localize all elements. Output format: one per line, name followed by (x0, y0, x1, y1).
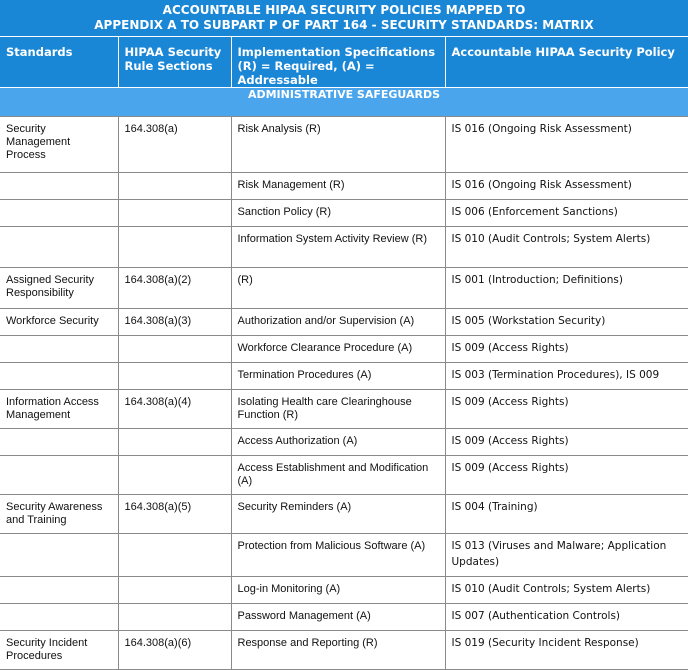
table-row (0, 173, 688, 200)
cell-policy: IS 016 (Ongoing Risk Assessment) (445, 117, 688, 173)
cell-spec: Access Establishment and Modification (A) (231, 456, 445, 495)
table-row (0, 631, 688, 670)
table-row (0, 390, 688, 429)
table-row (0, 117, 688, 173)
cell-standard (0, 227, 118, 268)
cell-standard (0, 534, 118, 577)
cell-standard (0, 336, 118, 363)
cell-policy: IS 009 (Access Rights) (445, 456, 688, 495)
cell-section: 164.308(a)(5) (118, 495, 231, 534)
cell-section (118, 577, 231, 604)
cell-standard (0, 456, 118, 495)
cell-standard (0, 577, 118, 604)
cell-policy: IS 003 (Termination Procedures), IS 009 (445, 363, 688, 390)
cell-spec: (R) (231, 268, 445, 309)
header-accountable-policy: Accountable HIPAA Security Policy (445, 37, 688, 88)
header-row (0, 37, 688, 88)
table-row (0, 534, 688, 577)
header-standards: Standards (0, 37, 118, 88)
table-row (0, 268, 688, 309)
table-row (0, 495, 688, 534)
cell-policy: IS 005 (Workstation Security) (445, 309, 688, 336)
cell-section: 164.308(a)(2) (118, 268, 231, 309)
table-row (0, 363, 688, 390)
section-administrative-safeguards: ADMINISTRATIVE SAFEGUARDS (0, 88, 688, 117)
cell-standard (0, 173, 118, 200)
cell-standard: Security Awareness and Training (0, 495, 118, 534)
table-row (0, 456, 688, 495)
cell-spec: Isolating Health care Clearinghouse Function (R) (231, 390, 445, 429)
cell-standard: Information Access Management (0, 390, 118, 429)
cell-standard: Assigned Security Responsibility (0, 268, 118, 309)
cell-section (118, 173, 231, 200)
title-line-1: ACCOUNTABLE HIPAA SECURITY POLICIES MAPPED TO (162, 3, 526, 17)
cell-policy: IS 010 (Audit Controls; System Alerts) (445, 577, 688, 604)
cell-section: 164.308(a)(3) (118, 309, 231, 336)
cell-policy: IS 009 (Access Rights) (445, 429, 688, 456)
cell-spec: Log-in Monitoring (A) (231, 577, 445, 604)
policy-matrix-table (0, 37, 688, 670)
title-line-2: APPENDIX A TO SUBPART P OF PART 164 - SECURITY STANDARDS: MATRIX (94, 18, 594, 32)
cell-section: 164.308(a)(4) (118, 390, 231, 429)
cell-policy: IS 001 (Introduction; Definitions) (445, 268, 688, 309)
cell-standard: Workforce Security (0, 309, 118, 336)
cell-policy: IS 006 (Enforcement Sanctions) (445, 200, 688, 227)
matrix-title (0, 0, 688, 37)
cell-section (118, 604, 231, 631)
cell-policy: IS 019 (Security Incident Response) (445, 631, 688, 670)
table-row (0, 309, 688, 336)
cell-spec: Risk Analysis (R) (231, 117, 445, 173)
cell-spec: Workforce Clearance Procedure (A) (231, 336, 445, 363)
cell-section (118, 429, 231, 456)
cell-spec: Information System Activity Review (R) (231, 227, 445, 268)
cell-policy (445, 534, 688, 577)
cell-standard (0, 200, 118, 227)
cell-standard (0, 429, 118, 456)
cell-standard (0, 604, 118, 631)
cell-spec: Termination Procedures (A) (231, 363, 445, 390)
cell-policy-line-2: Updates) (451, 556, 500, 568)
cell-spec: Authorization and/or Supervision (A) (231, 309, 445, 336)
cell-standard: Security Incident Procedures (0, 631, 118, 670)
cell-standard: Security Management Process (0, 117, 118, 173)
cell-spec: Access Authorization (A) (231, 429, 445, 456)
header-implementation-specs: Implementation Specifications (R) = Required, (A) = Addressable (231, 37, 445, 88)
cell-spec: Response and Reporting (R) (231, 631, 445, 670)
table-row (0, 227, 688, 268)
cell-policy: IS 009 (Access Rights) (445, 390, 688, 429)
cell-spec: Sanction Policy (R) (231, 200, 445, 227)
cell-policy: IS 010 (Audit Controls; System Alerts) (445, 227, 688, 268)
cell-section (118, 200, 231, 227)
table-row (0, 429, 688, 456)
table-row (0, 336, 688, 363)
cell-spec: Risk Management (R) (231, 173, 445, 200)
cell-section (118, 363, 231, 390)
cell-spec: Password Management (A) (231, 604, 445, 631)
cell-section: 164.308(a) (118, 117, 231, 173)
table-row (0, 200, 688, 227)
cell-section (118, 456, 231, 495)
cell-section: 164.308(a)(6) (118, 631, 231, 670)
cell-section (118, 227, 231, 268)
header-rule-sections: HIPAA Security Rule Sections (118, 37, 231, 88)
cell-policy: IS 009 (Access Rights) (445, 336, 688, 363)
cell-policy: IS 004 (Training) (445, 495, 688, 534)
section-row (0, 88, 688, 117)
cell-spec: Security Reminders (A) (231, 495, 445, 534)
cell-policy: IS 007 (Authentication Controls) (445, 604, 688, 631)
cell-section (118, 534, 231, 577)
cell-standard (0, 363, 118, 390)
table-row (0, 604, 688, 631)
cell-policy: IS 016 (Ongoing Risk Assessment) (445, 173, 688, 200)
table-row (0, 577, 688, 604)
cell-spec: Protection from Malicious Software (A) (231, 534, 445, 577)
cell-section (118, 336, 231, 363)
cell-policy-line-1: IS 013 (Viruses and Malware; Application (451, 540, 667, 552)
